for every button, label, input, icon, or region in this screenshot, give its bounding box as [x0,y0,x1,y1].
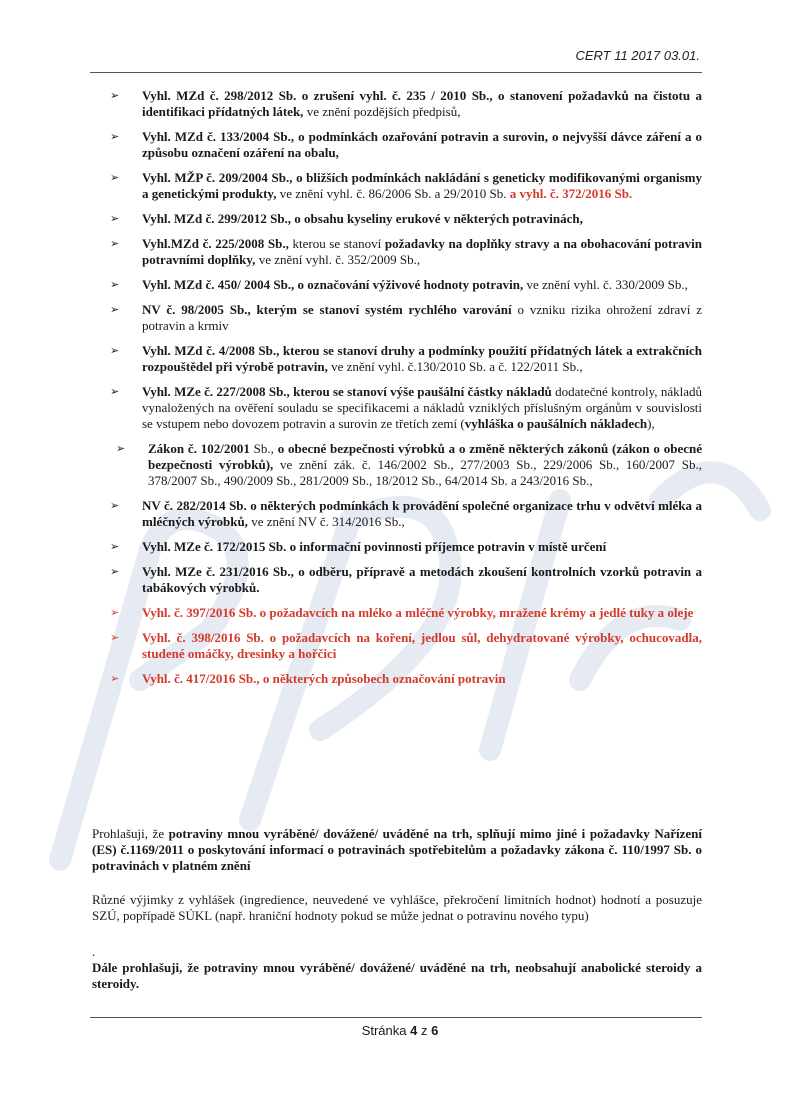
list-item [110,236,702,268]
list-item [110,564,702,596]
list-item [110,211,702,227]
arrow-bullet-icon: ➢ [110,89,120,102]
page-of: z [417,1023,432,1038]
arrow-bullet-icon: ➢ [110,237,120,250]
list-item [110,129,702,161]
arrow-bullet-icon: ➢ [110,303,120,316]
item-title: Vyhl. MZd č. 299/2012 Sb., o obsahu kyseliny erukové v některých potravinách, [142,211,583,226]
list-item [110,302,702,334]
item-text-2: ve znění zák. č. 146/2002 Sb., 277/2003 Sb., 229/2006 Sb., 160/2007 Sb., 378/2007 Sb., 490/2009 Sb., 281/2009 Sb., 18/2012 Sb., 64/2014 Sb. a 243/2016 Sb., [148,457,702,488]
item-title: Vyhl. MZe č. 172/2015 Sb. o informační povinnosti příjemce potravin v místě určení [142,539,607,554]
item-title: Vyhl. MZd č. 450/ 2004 Sb., o označování výživové hodnoty potravin, [142,277,524,292]
arrow-bullet-icon: ➢ [110,344,120,357]
exceptions-paragraph: Různé výjimky z vyhlášek (ingredience, neuvedené ve vyhlášce, překročení limitních hodnot) hodnotí a posuzuje SZÚ, popřípadě SÚKL (např. hraniční hodnoty pokud se může jednat o potravinu nového typu) [92,892,702,923]
list-item-new [110,605,702,621]
item-title-2: o obecné bezpečnosti výrobků a o změně některých zákonů (zákon o obecné bezpečnosti výrobků), [148,441,702,472]
arrow-bullet-icon: ➢ [110,672,120,685]
item-title: Vyhl. MZd č. 133/2004 Sb., o podmínkách ozařování potravin a surovin, o nejvyšší dávce záření a o způsobu označení ozáření na obalu, [142,129,702,160]
arrow-bullet-icon: ➢ [110,278,120,291]
steroids-declaration: Dále prohlašuji, že potraviny mnou vyráběné/ dovážené/ uváděné na trh, neobsahují anabolické steroidy a steroidy. [92,960,702,991]
item-text-2: ve znění vyhl. č. 352/2009 Sb., [255,252,421,267]
declaration-text: potraviny mnou vyráběné/ dovážené/ uváděné na trh, splňují mimo jiné i požadavky Nařízení (ES) č.1169/2011 o poskytování informací o potravinách spotřebitelům a požadavky zákona č. 110/1997 Sb. o potravinách v platném znění [92,826,702,873]
arrow-bullet-icon: ➢ [110,130,120,143]
item-text: ve znění pozdějších předpisů, [303,104,461,119]
arrow-bullet-icon: ➢ [110,499,120,512]
header-rule [90,72,702,73]
stray-dot: . [92,944,96,959]
item-title: Vyhl. č. 398/2016 Sb. o požadavcích na koření, jedlou sůl, dehydratované výrobky, ochucovadla, studené omáčky, dresinky a hořčici [142,630,702,661]
arrow-bullet-icon: ➢ [110,171,120,184]
item-text: o vzniku rizika ohrožení zdraví z potravin a krmiv [142,302,702,333]
page-label: Stránka [361,1023,411,1038]
footer-rule [90,1017,702,1018]
declaration-paragraph [92,826,702,874]
item-title: Vyhl. MZd č. 4/2008 Sb., kterou se stanoví druhy a podmínky použití přídatných látek a extrakčních rozpouštědel při výrobě potravin, [142,343,702,374]
item-title: NV č. 98/2005 Sb., kterým se stanoví systém rychlého varování [142,302,512,317]
regulation-list [110,88,702,696]
document-code: CERT 11 2017 03.01. [575,48,700,63]
item-text: Sb., [249,441,278,456]
arrow-bullet-icon: ➢ [110,385,120,398]
item-text: ve znění NV č. 314/2016 Sb., [247,514,405,529]
page-footer [0,1023,800,1038]
item-title: Vyhl. MZd č. 298/2012 Sb. o zrušení vyhl. č. 235 / 2010 Sb., o stanovení požadavků na čistotu a identifikaci přídatných látek, [142,88,702,119]
list-item [110,384,702,432]
item-title-2: požadavky na doplňky stravy a na obohacování potravin potravními doplňky, [142,236,703,267]
item-text: dodatečné kontroly, nákladů vynaložených na ověření souladu se specifikacemi a nákladů vzniklých příslušným orgánům v souvislosti se vstupem nebo dovozem potravin a surovin ze třetích zemí ( [142,384,702,431]
item-text: kterou se stanoví [288,236,385,251]
declaration-lead: Prohlašuji, že [92,826,169,841]
list-item [110,277,702,293]
item-title: Vyhl. č. 417/2016 Sb., o některých způsobech označování potravin [142,671,506,686]
item-title: Zákon č. 102/2001 [148,441,250,456]
item-text: ve znění vyhl. č. 330/2009 Sb., [523,277,688,292]
page-total: 6 [431,1023,439,1038]
list-item-new [110,671,702,687]
item-text: ve znění vyhl. č.130/2010 Sb. a č. 122/2011 Sb., [327,359,583,374]
list-item-new [110,630,702,662]
arrow-bullet-icon: ➢ [110,606,120,619]
page-number: 4 [410,1023,418,1038]
arrow-bullet-icon: ➢ [110,565,120,578]
list-item [110,88,702,120]
item-title: Vyhl. MŽP č. 209/2004 Sb., o bližších podmínkách nakládání s geneticky modifikovanými organismy a genetickými produkty, [142,170,702,201]
item-title: Vyhl. MZe č. 227/2008 Sb., kterou se stanoví výše paušální částky nákladů [142,384,552,399]
arrow-bullet-icon: ➢ [110,212,120,225]
arrow-bullet-icon: ➢ [116,442,126,455]
item-title-2: vyhláška o paušálních nákladech [464,416,648,431]
list-item [110,170,702,202]
item-title: Vyhl. MZe č. 231/2016 Sb., o odběru, přípravě a metodách zkoušení kontrolních vzorků potravin a tabákových výrobků. [142,564,702,595]
arrow-bullet-icon: ➢ [110,631,120,644]
arrow-bullet-icon: ➢ [110,540,120,553]
list-item [110,539,702,555]
item-text-2: ), [647,416,655,431]
list-item [116,441,702,489]
list-item [110,498,702,530]
item-title: NV č. 282/2014 Sb. o některých podmínkách k provádění společné organizace trhu v odvětví mléka a mléčných výrobků, [142,498,702,529]
item-title: Vyhl. č. 397/2016 Sb. o požadavcích na mléko a mléčné výrobky, mražené krémy a jedlé tuky a oleje [142,605,694,620]
list-item [110,343,702,375]
item-text: ve znění vyhl. č. 86/2006 Sb. a 29/2010 Sb. [276,186,507,201]
item-title: Vyhl.MZd č. 225/2008 Sb., [142,236,289,251]
item-amendment-highlight: a vyhl. č. 372/2016 Sb. [506,186,633,201]
